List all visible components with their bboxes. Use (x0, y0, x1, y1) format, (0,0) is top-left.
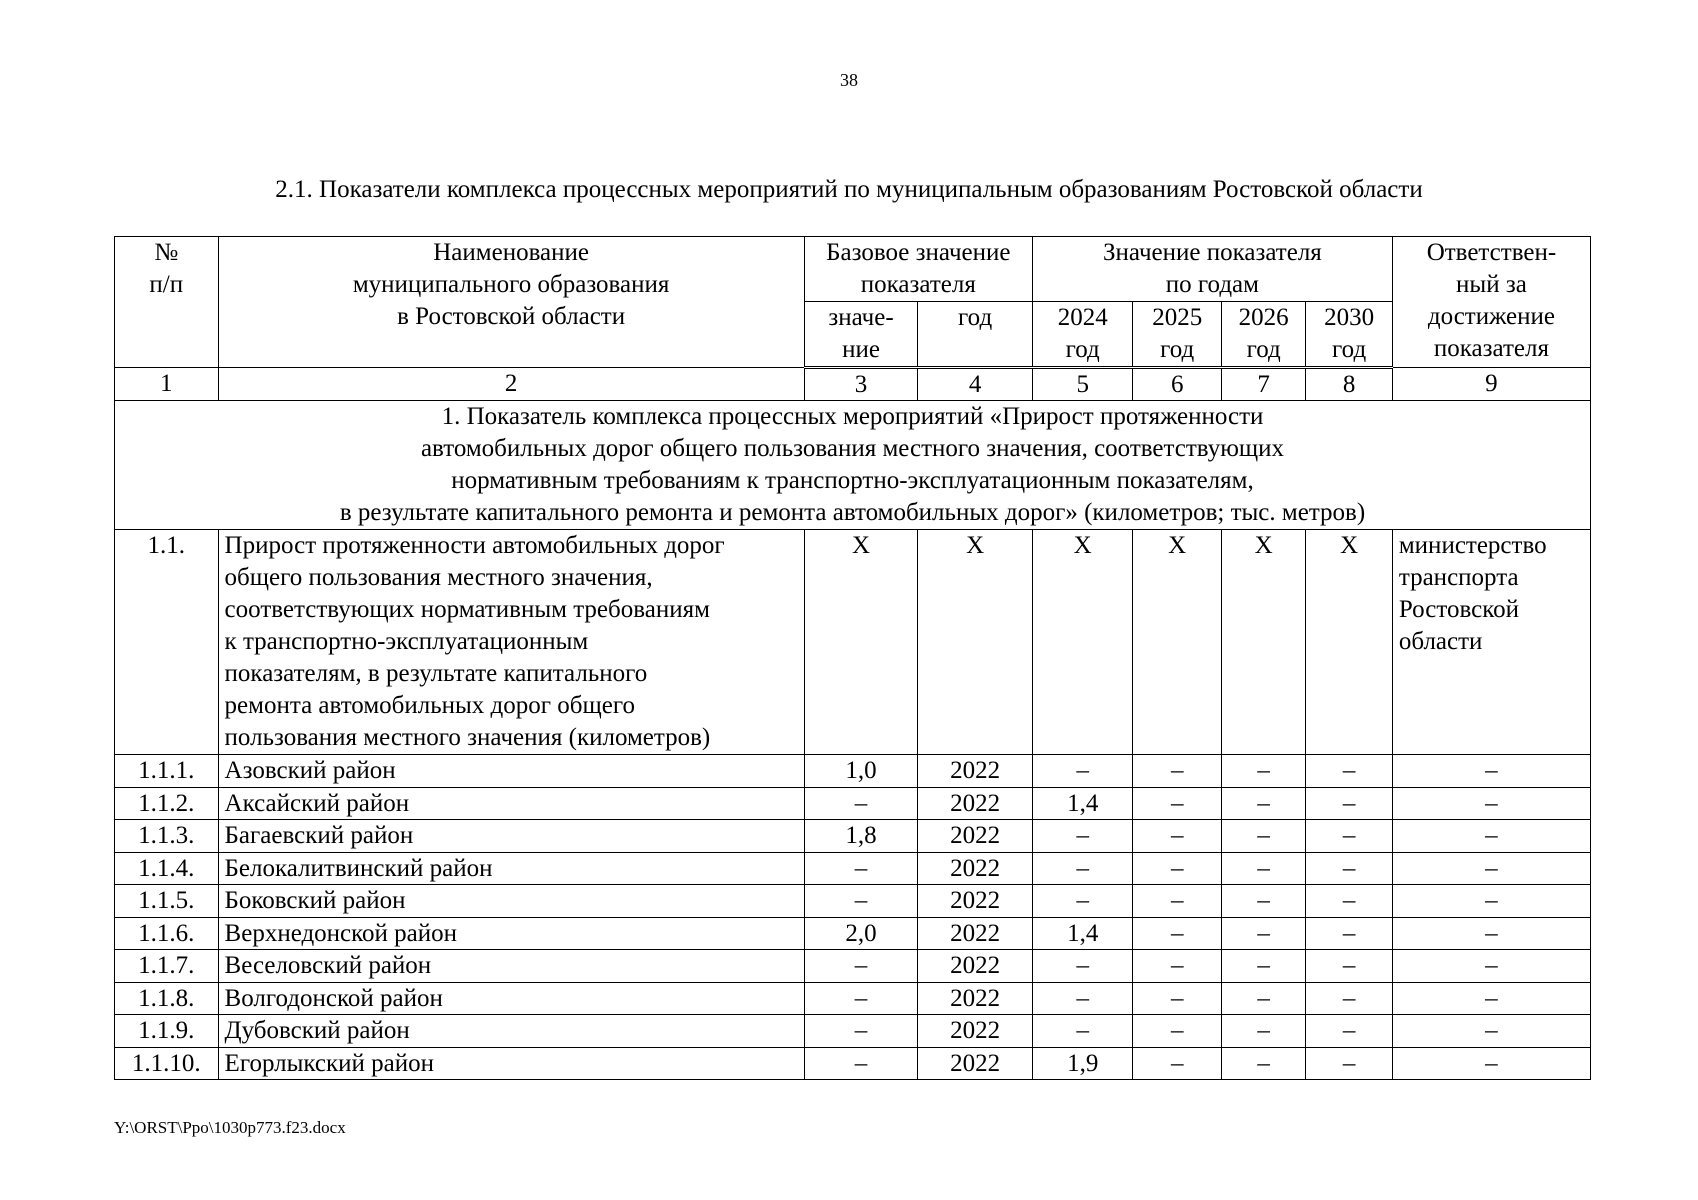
row-2025: – (1133, 755, 1221, 788)
header-year-2024: 2024 год (1032, 302, 1133, 368)
row-base-value: – (804, 885, 918, 918)
row-num: 1.1.9. (115, 1015, 219, 1048)
row-base-value: – (804, 1047, 918, 1080)
row-name: Волгодонской район (218, 982, 804, 1015)
row-2026: – (1221, 917, 1305, 950)
row-base-value: – (804, 982, 918, 1015)
header-name: Наименование муниципального образования в Ростовской области (218, 237, 804, 368)
row-base-value: – (804, 1015, 918, 1048)
table-row (115, 885, 1591, 918)
header-base-year: год (918, 302, 1033, 368)
row-2030: – (1306, 1047, 1392, 1080)
column-number: 1 (115, 368, 219, 401)
row-num: 1.1.10. (115, 1047, 219, 1080)
row-2024: – (1032, 885, 1133, 918)
header-responsible: Ответствен- ный за достижение показателя (1392, 237, 1590, 368)
indicators-table (114, 236, 1591, 1080)
row-responsible: – (1392, 787, 1590, 820)
row-2024: – (1032, 820, 1133, 853)
row-base-value: 1,0 (804, 755, 918, 788)
indicator-name: Прирост протяженности автомобильных дорог общего пользования местного значения, соответствующих нормативным требованиям к транспортно-эксплуатационным показателям, в результате капитального ремонта автомобильных дорог общего пользования местного значения (километров) (218, 530, 804, 755)
row-2030: – (1306, 885, 1392, 918)
header-base-value: значе- ние (804, 302, 918, 368)
table-row (115, 852, 1591, 885)
section-title: 1. Показатель комплекса процессных мероприятий «Прирост протяженности автомобильных дорог общего пользования местного значения, соответствующих нормативным требованиям к транспортно-эксплуатационным показателям, в результате капитального ремонта и ремонта автомобильных дорог» (километров; тыс. метров) (115, 401, 1591, 530)
indicator-value: Х (918, 530, 1033, 755)
column-number: 6 (1133, 368, 1221, 401)
file-path-footer: Y:\ORST\Ppo\1030p773.f23.docx (114, 1118, 346, 1137)
row-name: Боковский район (218, 885, 804, 918)
row-base-year: 2022 (918, 852, 1033, 885)
row-base-value: – (804, 852, 918, 885)
row-responsible: – (1392, 755, 1590, 788)
column-number: 4 (918, 368, 1033, 401)
row-responsible: – (1392, 917, 1590, 950)
row-responsible: – (1392, 820, 1590, 853)
row-base-year: 2022 (918, 1015, 1033, 1048)
row-2025: – (1133, 787, 1221, 820)
row-2025: – (1133, 852, 1221, 885)
row-2026: – (1221, 852, 1305, 885)
row-2025: – (1133, 982, 1221, 1015)
row-name: Дубовский район (218, 1015, 804, 1048)
row-2026: – (1221, 982, 1305, 1015)
row-num: 1.1.7. (115, 950, 219, 983)
row-num: 1.1.4. (115, 852, 219, 885)
row-name: Егорлыкский район (218, 1047, 804, 1080)
indicator-value: Х (1133, 530, 1221, 755)
row-2030: – (1306, 820, 1392, 853)
row-responsible: – (1392, 885, 1590, 918)
page-number: 38 (840, 70, 858, 90)
table-row (115, 950, 1591, 983)
row-name: Веселовский район (218, 950, 804, 983)
row-2026: – (1221, 1047, 1305, 1080)
column-number: 9 (1392, 368, 1590, 401)
row-base-year: 2022 (918, 885, 1033, 918)
row-2025: – (1133, 820, 1221, 853)
row-num: 1.1.3. (115, 820, 219, 853)
row-2030: – (1306, 982, 1392, 1015)
row-base-value: – (804, 787, 918, 820)
row-2030: – (1306, 1015, 1392, 1048)
row-2024: 1,9 (1032, 1047, 1133, 1080)
indicator-value: Х (804, 530, 918, 755)
row-2024: – (1032, 950, 1133, 983)
row-2025: – (1133, 917, 1221, 950)
indicator-row (115, 530, 1591, 755)
document-title: 2.1. Показатели комплекса процессных мероприятий по муниципальным образованиям Ростовской области (275, 176, 1423, 203)
table-row (115, 787, 1591, 820)
row-2024: – (1032, 1015, 1133, 1048)
row-name: Аксайский район (218, 787, 804, 820)
row-responsible: – (1392, 852, 1590, 885)
row-2025: – (1133, 1015, 1221, 1048)
row-2026: – (1221, 755, 1305, 788)
row-base-year: 2022 (918, 982, 1033, 1015)
row-num: 1.1.5. (115, 885, 219, 918)
header-num: № п/п (115, 237, 219, 368)
column-number: 7 (1221, 368, 1305, 401)
row-2030: – (1306, 950, 1392, 983)
column-number: 5 (1032, 368, 1133, 401)
section-title-row (115, 401, 1591, 530)
table-row (115, 1047, 1591, 1080)
row-responsible: – (1392, 1047, 1590, 1080)
row-base-value: 1,8 (804, 820, 918, 853)
header-years-group: Значение показателя по годам (1032, 237, 1392, 302)
table-row (115, 982, 1591, 1015)
row-base-year: 2022 (918, 950, 1033, 983)
row-base-year: 2022 (918, 787, 1033, 820)
row-2024: – (1032, 852, 1133, 885)
column-number: 2 (218, 368, 804, 401)
row-base-year: 2022 (918, 755, 1033, 788)
row-num: 1.1.6. (115, 917, 219, 950)
row-2030: – (1306, 852, 1392, 885)
header-base-group: Базовое значение показателя (804, 237, 1032, 302)
row-responsible: – (1392, 950, 1590, 983)
indicator-value: Х (1032, 530, 1133, 755)
row-2026: – (1221, 885, 1305, 918)
table-row (115, 1015, 1591, 1048)
row-2025: – (1133, 1047, 1221, 1080)
row-base-year: 2022 (918, 820, 1033, 853)
row-responsible: – (1392, 1015, 1590, 1048)
row-base-year: 2022 (918, 1047, 1033, 1080)
row-responsible: – (1392, 982, 1590, 1015)
row-name: Верхнедонской район (218, 917, 804, 950)
row-2025: – (1133, 950, 1221, 983)
row-num: 1.1.2. (115, 787, 219, 820)
row-base-year: 2022 (918, 917, 1033, 950)
row-2030: – (1306, 917, 1392, 950)
header-year-2026: 2026 год (1221, 302, 1305, 368)
header-year-2030: 2030 год (1306, 302, 1392, 368)
row-2030: – (1306, 787, 1392, 820)
header-row-1 (115, 237, 1591, 302)
row-num: 1.1.1. (115, 755, 219, 788)
row-name: Белокалитвинский район (218, 852, 804, 885)
row-base-value: 2,0 (804, 917, 918, 950)
table-row (115, 755, 1591, 788)
row-2024: – (1032, 982, 1133, 1015)
column-number: 3 (804, 368, 918, 401)
row-2026: – (1221, 1015, 1305, 1048)
row-name: Багаевский район (218, 820, 804, 853)
table-row (115, 917, 1591, 950)
table-row (115, 820, 1591, 853)
row-name: Азовский район (218, 755, 804, 788)
row-2024: 1,4 (1032, 917, 1133, 950)
row-2026: – (1221, 950, 1305, 983)
column-number: 8 (1306, 368, 1392, 401)
row-2024: 1,4 (1032, 787, 1133, 820)
row-base-value: – (804, 950, 918, 983)
row-num: 1.1.8. (115, 982, 219, 1015)
row-2026: – (1221, 787, 1305, 820)
row-2025: – (1133, 885, 1221, 918)
indicator-responsible: министерство транспорта Ростовской области (1392, 530, 1590, 755)
indicator-value: Х (1306, 530, 1392, 755)
header-year-2025: 2025 год (1133, 302, 1221, 368)
row-2030: – (1306, 755, 1392, 788)
row-2026: – (1221, 820, 1305, 853)
indicator-num: 1.1. (115, 530, 219, 755)
row-2024: – (1032, 755, 1133, 788)
indicator-value: Х (1221, 530, 1305, 755)
column-numbers-row (115, 368, 1591, 401)
